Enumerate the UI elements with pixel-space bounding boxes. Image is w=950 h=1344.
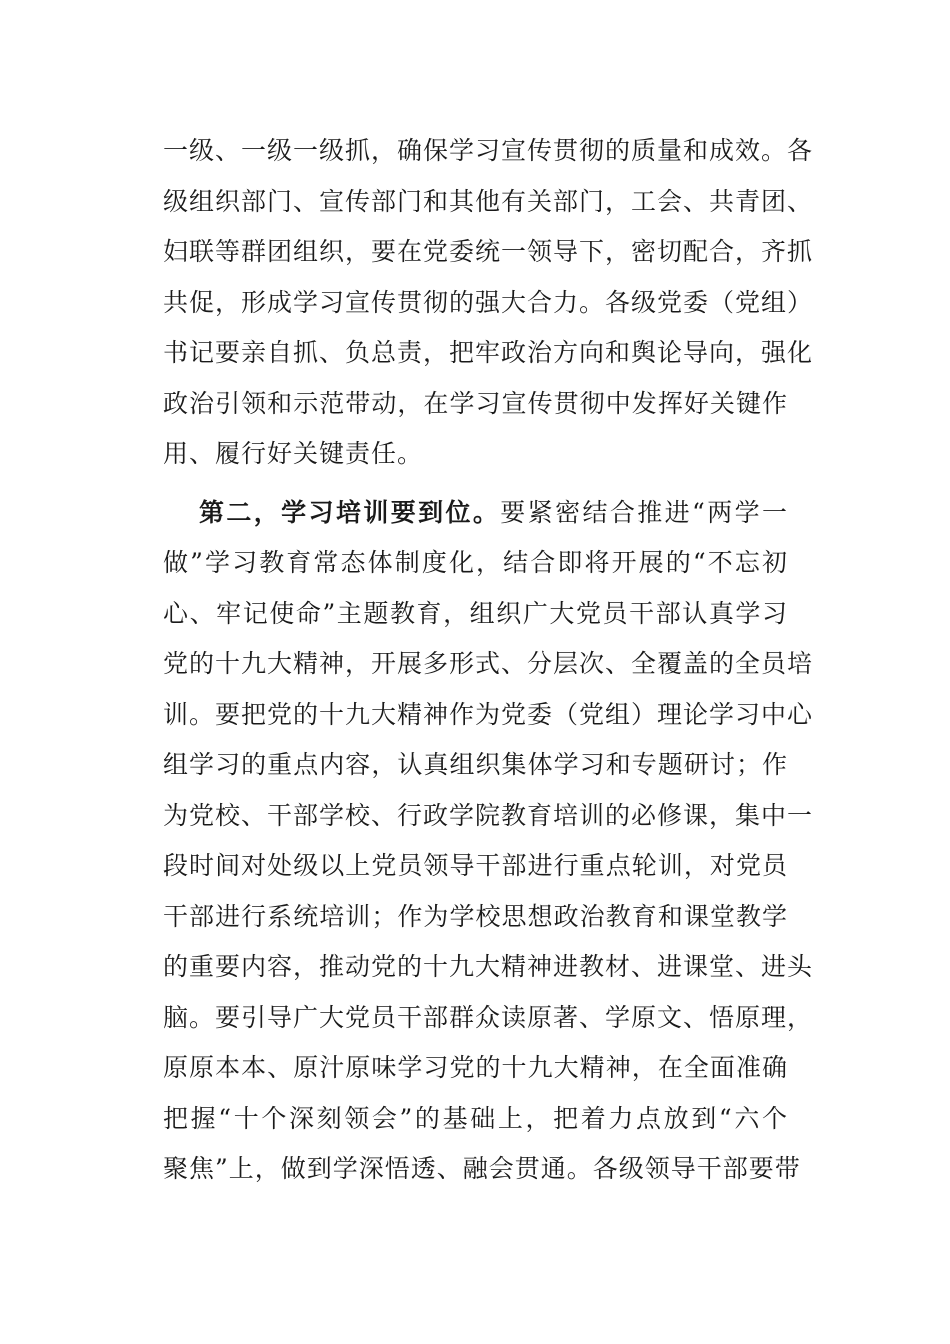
first-line-rest: 要紧密结合推进“两学一 xyxy=(500,497,788,527)
text-line: 把握“十个深刻领会”的基础上，把着力点放到“六个 xyxy=(163,1103,788,1133)
text-line: 一级、一级一级抓，确保学习宣传贯彻的质量和成效。各 xyxy=(163,136,814,165)
text-line: 段时间对处级以上党员领导干部进行重点轮训，对党员 xyxy=(163,851,788,880)
text-line: 党的十九大精神，开展多形式、分层次、全覆盖的全员培 xyxy=(163,649,814,678)
text-line: 组学习的重点内容，认真组织集体学习和专题研讨；作 xyxy=(163,750,788,779)
paragraph-lead-heading: 第二，学习培训要到位。 xyxy=(199,497,501,527)
paragraph-2 xyxy=(163,488,814,1195)
text-line: 政治引领和示范带动，在学习宣传贯彻中发挥好关键作 xyxy=(163,388,788,418)
text-line: 共促，形成学习宣传贯彻的强大合力。各级党委（党组） xyxy=(163,287,814,317)
document-body xyxy=(163,126,814,1195)
paragraph-spacer xyxy=(163,480,788,488)
text-line: 干部进行系统培训；作为学校思想政治教育和课堂教学 xyxy=(163,901,788,931)
text-line: 的重要内容，推动党的十九大精神进教材、进课堂、进头 xyxy=(163,952,814,981)
text-line: 妇联等群团组织，要在党委统一领导下，密切配合，齐抓 xyxy=(163,237,814,266)
text-line: 心、牢记使命”主题教育，组织广大党员干部认真学习 xyxy=(163,598,788,628)
text-line: 用、履行好关键责任。 xyxy=(163,439,424,468)
text-line: 做”学习教育常态体制度化，结合即将开展的“不忘初 xyxy=(163,548,788,577)
text-line: 聚焦”上，做到学深悟透、融会贯通。各级领导干部要带 xyxy=(163,1154,801,1183)
text-line: 训。要把党的十九大精神作为党委（党组）理论学习中心 xyxy=(163,699,814,729)
paragraph-1 xyxy=(163,126,814,480)
text-line: 原原本本、原汁原味学习党的十九大精神，在全面准确 xyxy=(163,1053,788,1082)
text-line: 书记要亲自抓、负总责，把牢政治方向和舆论导向，强化 xyxy=(163,338,814,367)
text-line: 级组织部门、宣传部门和其他有关部门，工会、共青团、 xyxy=(163,186,814,216)
text-line-first xyxy=(163,488,788,539)
text-line: 脑。要引导广大党员干部群众读原著、学原文、悟原理， xyxy=(163,1002,814,1032)
text-line: 为党校、干部学校、行政学院教育培训的必修课，集中一 xyxy=(163,800,814,830)
